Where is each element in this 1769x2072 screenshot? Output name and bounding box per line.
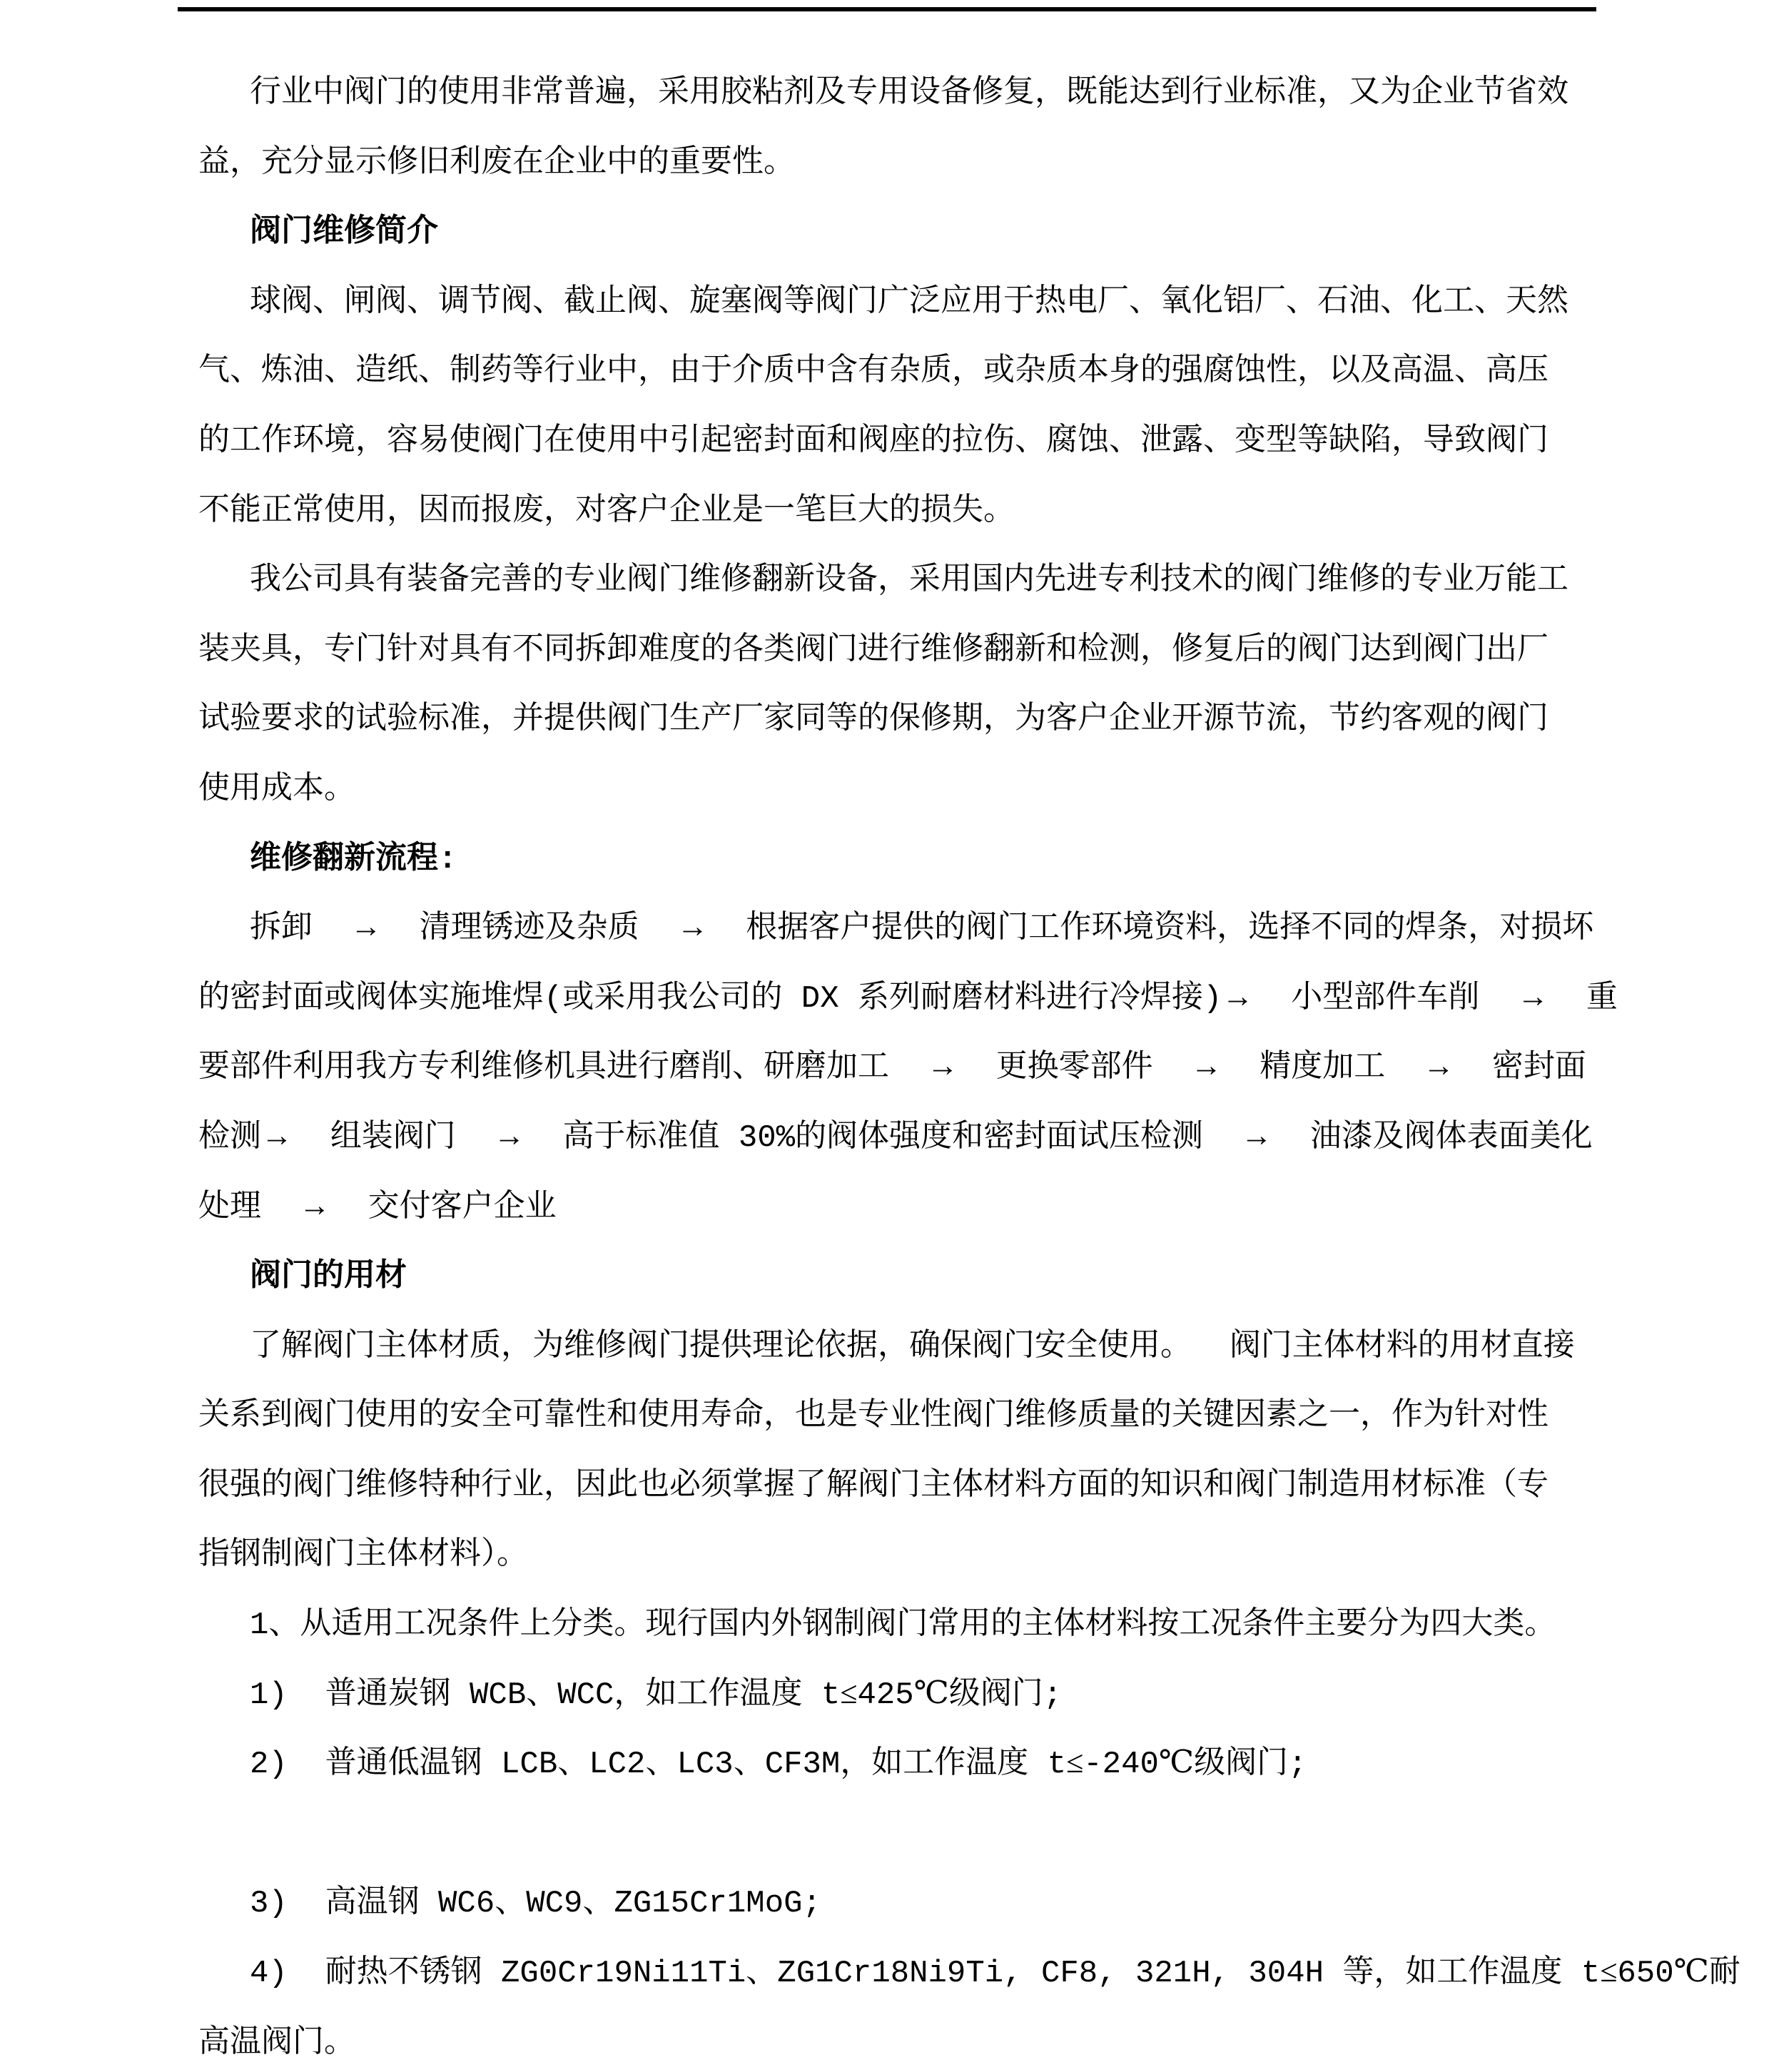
latin-text [889, 1050, 927, 1086]
latin-text: 650 [1617, 1956, 1674, 1992]
text-line: 很强的阀门维修特种行业，因此也必须掌握了解阀门主体材料方面的知识和阀门制造用材标准（专 [198, 1466, 1548, 1501]
latin-text: t [802, 1677, 841, 1713]
section-heading-line: 阀门维修简介 [250, 213, 438, 248]
text-line: 了解阀门主体材质，为维修阀门提供理论依据，确保阀门安全使用。 阀门主体材料的用材直接 [198, 1310, 1618, 1380]
latin-text: ; [1043, 1677, 1063, 1713]
latin-text [1454, 1050, 1492, 1086]
text-line: 处理 → 交付客户企业 [198, 1171, 1618, 1241]
text-line: 的工作环境，容易使阀门在使用中引起密封面和阀座的拉伤、腐蚀、泄露、变型等缺陷，导致阀门 [198, 421, 1548, 457]
latin-text: LC3 [676, 1747, 734, 1783]
section-heading-line: 阀门的用材 [250, 1257, 407, 1293]
latin-text: 425 [857, 1677, 914, 1713]
document-body [198, 56, 1740, 2072]
latin-text [1548, 981, 1586, 1017]
latin-text: WC6 [419, 1886, 495, 1922]
latin-text [1272, 1120, 1310, 1156]
text-line: 1、从适用工况条件上分类。现行国内外钢制阀门常用的主体材料按工况条件主要分为四大类。 [250, 1605, 1556, 1644]
latin-text: ZG15Cr1MoG; [614, 1886, 821, 1922]
latin-text: LC2 [589, 1747, 646, 1783]
latin-text [958, 1050, 996, 1086]
latin-text [293, 1120, 330, 1156]
latin-text: ZG0Cr19Ni11Ti [482, 1956, 746, 1992]
latin-text [456, 1120, 494, 1156]
latin-text [1385, 1050, 1423, 1086]
latin-text [1253, 981, 1291, 1017]
latin-text: 1) [250, 1677, 325, 1713]
text-line [198, 1797, 1618, 1867]
text-line: 益，充分显示修旧利废在企业中的重要性。 [198, 143, 795, 178]
latin-text: DX [782, 980, 858, 1017]
latin-text [1222, 1050, 1259, 1086]
text-line: 指钢制阀门主体材料）。 [198, 1535, 528, 1571]
latin-text [382, 911, 420, 947]
latin-text: -240 [1083, 1747, 1159, 1783]
text-line: 3) 高温钢 WC6、WC9、ZG15Cr1MoG; [250, 1884, 821, 1922]
text-line: 不能正常使用，因而报废，对客户企业是一笔巨大的损失。 [198, 491, 1015, 527]
latin-text: t [1028, 1747, 1067, 1783]
text-line: 的密封面或阀体实施堆焊(或采用我公司的 DX 系列耐磨材料进行冷焊接)→ 小型部件车削 → 重 [198, 978, 1618, 1017]
latin-text: 1 [250, 1608, 269, 1644]
text-line: 使用成本。 [198, 769, 355, 805]
latin-text [1153, 1050, 1191, 1086]
text-line: 球阀、闸阀、调节阀、截止阀、旋塞阀等阀门广泛应用于热电厂、氧化铝厂、石油、化工、天然 [250, 282, 1568, 318]
text-line: 1) 普通炭钢 WCB、WCC，如工作温度 t≤425℃级阀门; [250, 1675, 1063, 1713]
text-line: 要部件利用我方专利维修机具进行磨削、研磨加工 → 更换零部件 → 精度加工 → 密封面 [198, 1031, 1618, 1101]
section-heading-line: 维修翻新流程: [250, 839, 457, 878]
latin-text: WCC [557, 1677, 614, 1713]
text-line: 气、炼油、造纸、制药等行业中，由于介质中含有杂质，或杂质本身的强腐蚀性，以及高温、高压 [198, 352, 1548, 387]
latin-text [639, 911, 677, 947]
latin-text [261, 1190, 299, 1226]
latin-text: ZG1Cr18Ni9Ti, CF8, 321H, 304H [777, 1956, 1343, 1992]
latin-text [525, 1120, 563, 1156]
latin-text: LCB [482, 1747, 558, 1783]
text-line: 拆卸 → 清理锈迹及杂质 → 根据客户提供的阀门工作环境资料，选择不同的焊条，对损坏 [198, 892, 1618, 962]
latin-text [1203, 1120, 1241, 1156]
text-line: 4) 耐热不锈钢 ZG0Cr19Ni11Ti、ZG1Cr18Ni9Ti, CF8, 321H, 304H 等，如工作温度 t≤650℃耐 [250, 1954, 1740, 1992]
text-line: 检测→ 组装阀门 → 高于标准值 30%的阀体强度和密封面试压检测 → 油漆及阀体表面美化 [198, 1117, 1593, 1156]
latin-text: WCB [450, 1677, 527, 1713]
latin-text: 4) [250, 1956, 325, 1992]
text-line: 装夹具，专门针对具有不同拆卸难度的各类阀门进行维修翻新和检测，修复后的阀门达到阀门出厂 [198, 630, 1548, 666]
header-rule [178, 7, 1596, 11]
latin-text: ; [1288, 1747, 1307, 1783]
text-line: 我公司具有装备完善的专业阀门维修翻新设备，采用国内先进专利技术的阀门维修的专业万能工 [250, 561, 1568, 596]
latin-text: : [438, 841, 457, 878]
latin-text [313, 911, 350, 947]
latin-text: ( [544, 980, 563, 1017]
latin-text: 30% [719, 1119, 796, 1156]
latin-text [1192, 1329, 1230, 1365]
text-line: 2) 普通低温钢 LCB、LC2、LC3、CF3M，如工作温度 t≤-240℃级阀门; [250, 1745, 1307, 1783]
latin-text: ) [1203, 980, 1222, 1017]
latin-text: CF3M [764, 1747, 841, 1783]
latin-text: WC9 [526, 1886, 583, 1922]
text-line: 行业中阀门的使用非常普遍，采用胶粘剂及专用设备修复，既能达到行业标准，又为企业节省效 [250, 73, 1568, 108]
latin-text: 3) [250, 1886, 325, 1922]
text-line: 关系到阀门使用的安全可靠性和使用寿命，也是专业性阀门维修质量的关键因素之一，作为针对性 [198, 1396, 1548, 1432]
latin-text [330, 1190, 368, 1226]
text-line: 高温阀门。 [198, 2023, 355, 2058]
latin-text [1479, 981, 1517, 1017]
text-line: 试验要求的试验标准，并提供阀门生产厂家同等的保修期，为客户企业开源节流，节约客观的阀门 [198, 700, 1548, 736]
latin-text: 2) [250, 1747, 325, 1783]
latin-text [708, 911, 746, 947]
latin-text: t [1562, 1956, 1601, 1992]
